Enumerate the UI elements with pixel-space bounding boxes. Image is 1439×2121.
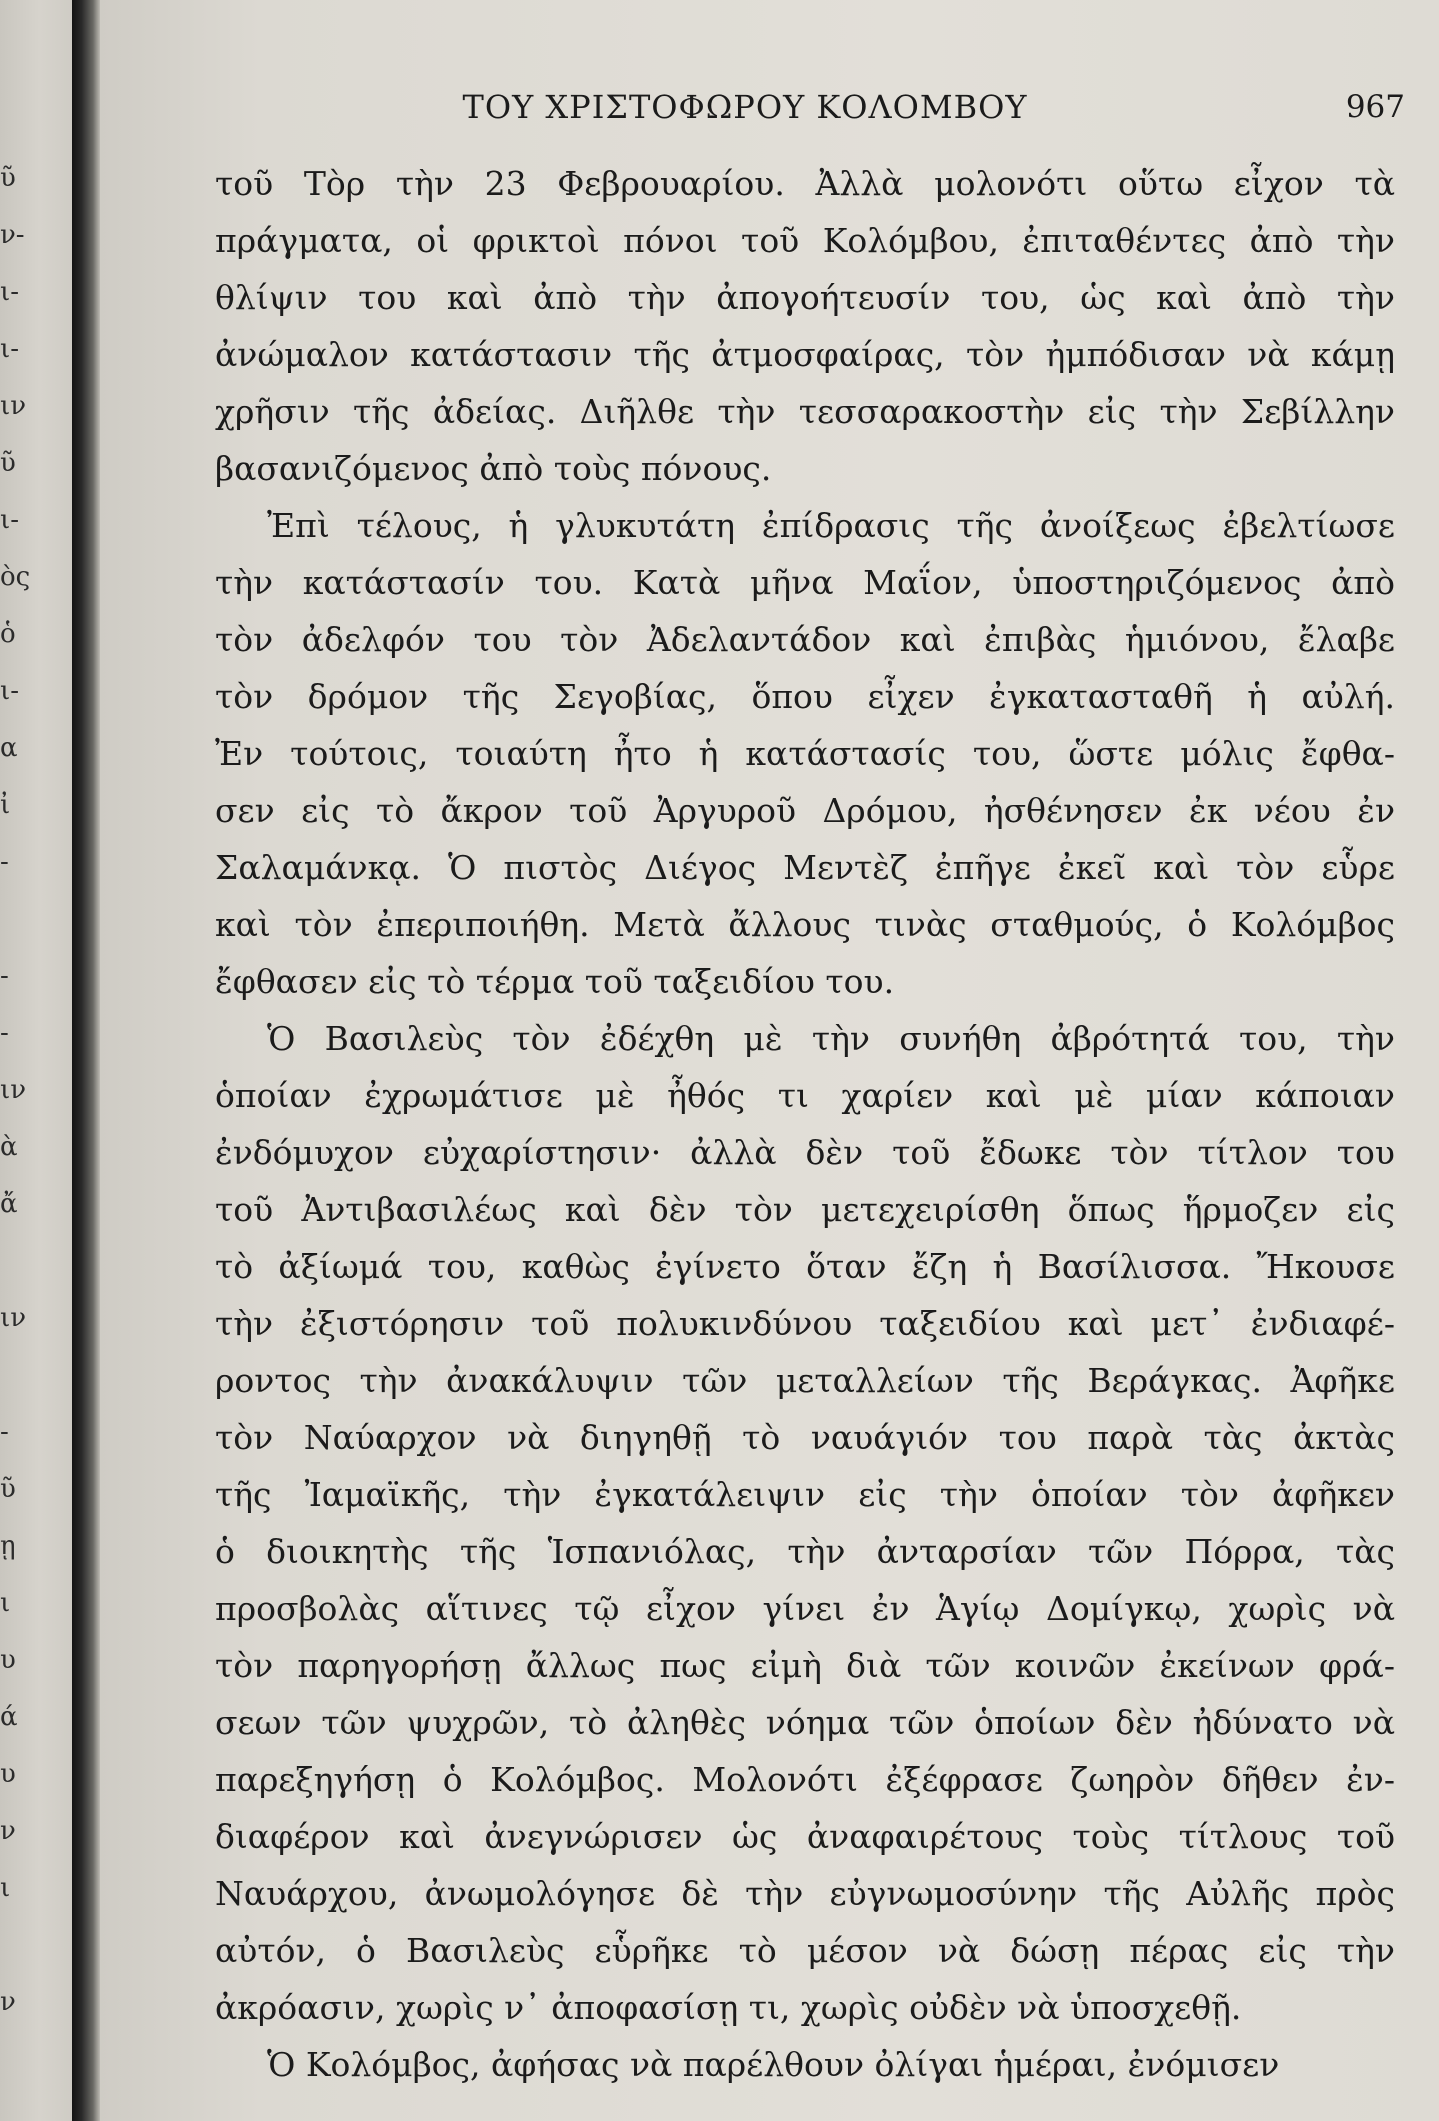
text-line: τοῦ Τὸρ τὴν 23 Φεβρουαρίου. Ἀλλὰ μολονότι οὕτω εἶχον τὰ	[215, 164, 1395, 203]
text-line: πράγματα, οἱ φρικτοὶ πόνοι τοῦ Κολόμβου, ἐπιταθέντες ἀπὸ τὴν	[215, 221, 1395, 260]
text-line: διαφέρον καὶ ἀνεγνώρισεν ὡς ἀναφαιρέτους τοὺς τίτλους τοῦ	[215, 1817, 1395, 1856]
text-line: ὁποίαν ἐχρωμάτισε μὲ ἦθός τι χαρίεν καὶ μὲ μίαν κάποιαν	[215, 1076, 1395, 1115]
page-number: 967	[1345, 89, 1405, 125]
body-text	[215, 155, 1395, 2093]
margin-fragment	[0, 1233, 20, 1290]
text-line: σεων τῶν ψυχρῶν, τὸ ἀληθὲς νόημα τῶν ὁποίων δὲν ἠδύνατο νὰ	[215, 1703, 1395, 1742]
margin-fragment	[0, 891, 20, 948]
text-line: καὶ τὸν ἐπεριποιήθη. Μετὰ ἄλλους τινὰς σταθμούς, ὁ Κολόμβος	[215, 905, 1395, 944]
margin-fragment: ῦ	[0, 448, 16, 478]
text-line: τὸν δρόμον τῆς Σεγοβίας, ὅπου εἶχεν ἐγκατασταθῆ ἡ αὐλή.	[215, 677, 1395, 716]
margin-fragment: ῃ	[0, 1531, 16, 1561]
margin-fragment: α	[0, 733, 18, 763]
margin-fragment: υ	[0, 1645, 16, 1675]
margin-fragment: ιν	[0, 1075, 26, 1105]
text-line: ἀνώμαλον κατάστασιν τῆς ἀτμοσφαίρας, τὸν ἠμπόδισαν νὰ κάμῃ	[215, 335, 1395, 374]
book-spine-shadow	[72, 0, 100, 2121]
text-line: Ἐν τούτοις, τοιαύτη ἦτο ἡ κατάστασίς του, ὥστε μόλις ἔφθα-	[215, 734, 1395, 773]
running-title: ΤΟΥ ΧΡΙΣΤΟΦΩΡΟΥ ΚΟΛΟΜΒΟΥ	[462, 88, 1028, 126]
text-line: ἐνδόμυχον εὐχαρίστησιν· ἀλλὰ δὲν τοῦ ἔδωκε τὸν τίτλον του	[215, 1133, 1395, 1172]
margin-fragment: ῦ	[0, 163, 16, 193]
margin-fragment: ι-	[0, 676, 19, 706]
text-line: βασανιζόμενος ἀπὸ τοὺς πόνους.	[215, 449, 772, 488]
margin-fragment: υ	[0, 1759, 16, 1789]
margin-fragment: ῦ	[0, 1474, 16, 1504]
margin-fragment: ι-	[0, 277, 19, 307]
text-line: αὐτόν, ὁ Βασιλεὺς εὗρῆκε τὸ μέσον νὰ δώσῃ πέρας εἰς τὴν	[215, 1931, 1395, 1970]
margin-fragment: ὰ	[0, 1132, 18, 1162]
text-line: Ὁ Κολόμβος, ἀφήσας νὰ παρέλθουν ὀλίγαι ἡμέραι, ἐνόμισεν	[267, 2045, 1280, 2084]
text-line: χρῆσιν τῆς ἀδείας. Διῆλθε τὴν τεσσαρακοστὴν εἰς τὴν Σεβίλλην	[215, 392, 1395, 431]
margin-fragment: -	[0, 1018, 9, 1048]
book-page	[100, 0, 1439, 2121]
text-line: τὸν ἀδελφόν του τὸν Ἀδελαντάδον καὶ ἐπιβὰς ἡμιόνου, ἔλαβε	[215, 620, 1395, 659]
margin-fragment: ι-	[0, 505, 19, 535]
margin-fragment: ι	[0, 1588, 11, 1618]
text-line: Ναυάρχου, ἀνωμολόγησε δὲ τὴν εὐγνωμοσύνην τῆς Αὐλῆς πρὸς	[215, 1874, 1395, 1913]
margin-fragment: ν	[0, 1816, 16, 1846]
margin-fragment: ά	[0, 1702, 18, 1732]
text-line: τὸν παρηγορήσῃ ἄλλως πως εἰμὴ διὰ τῶν κοινῶν ἐκείνων φρά-	[215, 1646, 1395, 1685]
margin-fragment: ι	[0, 1873, 11, 1903]
text-line: ροντος τὴν ἀνακάλυψιν τῶν μεταλλείων τῆς Βεράγκας. Ἀφῆκε	[215, 1361, 1395, 1400]
margin-fragment: -	[0, 961, 9, 991]
margin-fragment: ὁ	[0, 619, 16, 649]
margin-fragment: -	[0, 1417, 9, 1447]
margin-fragment: ὸς	[0, 562, 31, 592]
margin-fragment	[0, 1917, 20, 1974]
text-line: Σαλαμάνκᾳ. Ὁ πιστὸς Διέγος Μεντὲζ ἐπῆγε ἐκεῖ καὶ τὸν εὗρε	[215, 848, 1395, 887]
text-line: θλίψιν του καὶ ἀπὸ τὴν ἀπογοήτευσίν του, ὡς καὶ ἀπὸ τὴν	[215, 278, 1395, 317]
margin-fragment: ν	[0, 1987, 16, 2017]
text-line: Ὁ Βασιλεὺς τὸν ἐδέχθη μὲ τὴν συνήθη ἀβρότητά του, τὴν	[267, 1019, 1395, 1058]
margin-fragment: ν-	[0, 220, 25, 250]
text-line: ἀκρόασιν, χωρὶς ν᾽ ἀποφασίσῃ τι, χωρὶς οὐδὲν νὰ ὑποσχεθῇ.	[215, 1988, 1242, 2027]
previous-page-fragments	[0, 150, 31, 2031]
text-line: τοῦ Ἀντιβασιλέως καὶ δὲν τὸν μετεχειρίσθη ὅπως ἥρμοζεν εἰς	[215, 1190, 1395, 1229]
margin-fragment: ιν	[0, 1303, 26, 1333]
margin-fragment: ἄ	[0, 1189, 18, 1219]
text-line: Ἐπὶ τέλους, ἡ γλυκυτάτη ἐπίδρασις τῆς ἀνοίξεως ἐβελτίωσε	[267, 506, 1395, 545]
text-line: τὸ ἀξίωμά του, καθὼς ἐγίνετο ὅταν ἔζη ἡ Βασίλισσα. Ἤκουσε	[215, 1247, 1395, 1286]
margin-fragment: ι-	[0, 334, 19, 364]
running-head	[195, 82, 1415, 132]
margin-fragment	[0, 1347, 20, 1404]
text-line: ὁ διοικητὴς τῆς Ἱσπανιόλας, τὴν ἀνταρσίαν τῶν Πόρρα, τὰς	[215, 1532, 1395, 1571]
text-line: τὴν κατάστασίν του. Κατὰ μῆνα Μαΐον, ὑποστηριζόμενος ἀπὸ	[215, 563, 1395, 602]
text-line: τῆς Ἰαμαϊκῆς, τὴν ἐγκατάλειψιν εἰς τὴν ὁποίαν τὸν ἀφῆκεν	[215, 1475, 1395, 1514]
previous-page-margin	[0, 0, 72, 2121]
margin-fragment: -	[0, 847, 9, 877]
text-line: παρεξηγήσῃ ὁ Κολόμβος. Μολονότι ἐξέφρασε ζωηρὸν δῆθεν ἐν-	[215, 1760, 1395, 1799]
text-line: προσβολὰς αἵτινες τῷ εἶχον γίνει ἐν Ἁγίῳ Δομίγκῳ, χωρὶς νὰ	[215, 1589, 1395, 1628]
text-line: τὸν Ναύαρχον νὰ διηγηθῇ τὸ ναυάγιόν του παρὰ τὰς ἀκτὰς	[215, 1418, 1395, 1457]
text-line: σεν εἰς τὸ ἄκρον τοῦ Ἀργυροῦ Δρόμου, ἠσθένησεν ἐκ νέου ἐν	[215, 791, 1395, 830]
margin-fragment: ἰ	[0, 790, 11, 820]
margin-fragment: ιν	[0, 391, 26, 421]
text-line: ἔφθασεν εἰς τὸ τέρμα τοῦ ταξειδίου του.	[215, 962, 895, 1001]
text-line: τὴν ἐξιστόρησιν τοῦ πολυκινδύνου ταξειδίου καὶ μετ᾽ ἐνδιαφέ-	[215, 1304, 1395, 1343]
